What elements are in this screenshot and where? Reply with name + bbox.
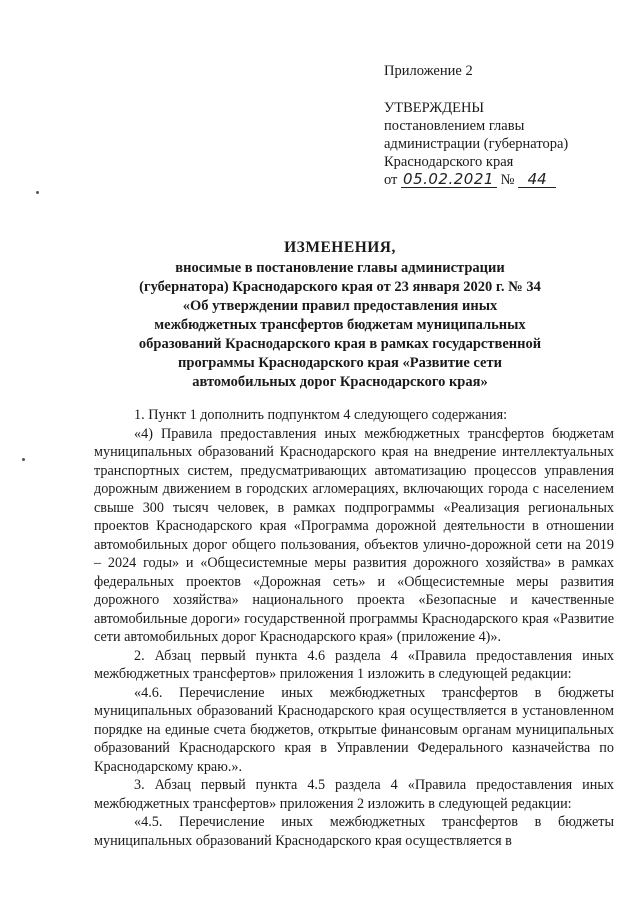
paragraph-clause-4-5: «4.5. Перечисление иных межбюджетных трансфертов в бюджеты муниципальных образований Краснодарского края осуществляется в (94, 814, 614, 849)
paragraph-item-1: 1. Пункт 1 дополнить подпунктом 4 следующего содержания: (134, 407, 508, 423)
number-prefix: № (500, 172, 515, 188)
date-prefix: от (384, 172, 398, 188)
approval-line: постановлением главы (384, 118, 525, 134)
approval-line: администрации (губернатора) (384, 136, 569, 152)
title-line: (губернатора) Краснодарского края от 23 января 2020 г. № 34 (139, 279, 541, 295)
scan-speck (22, 458, 25, 461)
document-body (94, 406, 614, 850)
title-line: «Об утверждении правил предоставления иных (182, 298, 498, 314)
approval-line: Краснодарского края (384, 154, 514, 170)
paragraph-subitem-4: «4) Правила предоставления иных межбюджетных трансфертов бюджетам муниципальных образований Краснодарского края на внедрение интеллектуальных транспортных систем, предусматривающих автоматизацию процессов управления дорожным движением в городских агломерациях, включающих города с населением свыше 300 тысяч человек, в рамках подпрограммы «Реализация региональных проектов Краснодарского края «Программа дорожной деятельности в отношении автомобильных дорог общего пользования, объектов улично-дорожной сети на 2019 – 2024 годы» и «Общесистемные меры развития дорожного хозяйства» в рамках федеральных проектов «Дорожная сеть» и «Общесистемные меры развития дорожного хозяйства» национального проекта «Безопасные и качественные автомобильные дороги» государственной программы Краснодарского края «Развитие сети автомобильных дорог Краснодарского края» (приложение 4)». (94, 425, 614, 645)
paragraph-item-2: 2. Абзац первый пункта 4.6 раздела 4 «Правила предоставления иных межбюджетных трансфертов» приложения 1 изложить в следующей редакции: (94, 647, 614, 682)
handwritten-number: 44 (518, 172, 556, 188)
title-line: межбюджетных трансфертов бюджетам муниципальных (154, 317, 526, 333)
title-line: вносимые в постановление главы администрации (175, 260, 505, 276)
paragraph-clause-4-6: «4.6. Перечисление иных межбюджетных трансфертов в бюджеты муниципальных образований Краснодарского края осуществляется в установленном порядке на единые счета бюджетов, открытые финансовым органам муниципальных образований Краснодарского края в Управлении Федерального казначейства по Краснодарскому краю.». (94, 684, 614, 775)
scan-speck (36, 191, 39, 194)
approved-label: УТВЕРЖДЕНЫ (384, 100, 485, 116)
title-line: программы Краснодарского края «Развитие сети (178, 355, 502, 371)
annex-label: Приложение 2 (384, 63, 473, 79)
date-number-line (384, 171, 624, 189)
approval-block (384, 62, 624, 189)
title-line: автомобильных дорог Краснодарского края» (192, 374, 488, 390)
paragraph-item-3: 3. Абзац первый пункта 4.5 раздела 4 «Правила предоставления иных межбюджетных трансфертов» приложения 2 изложить в следующей редакции: (94, 777, 614, 812)
title-heading: ИЗМЕНЕНИЯ, (284, 239, 396, 256)
document-title (120, 238, 560, 392)
handwritten-date: 05.02.2021 (401, 172, 497, 188)
title-line: образований Краснодарского края в рамках государственной (138, 336, 542, 352)
